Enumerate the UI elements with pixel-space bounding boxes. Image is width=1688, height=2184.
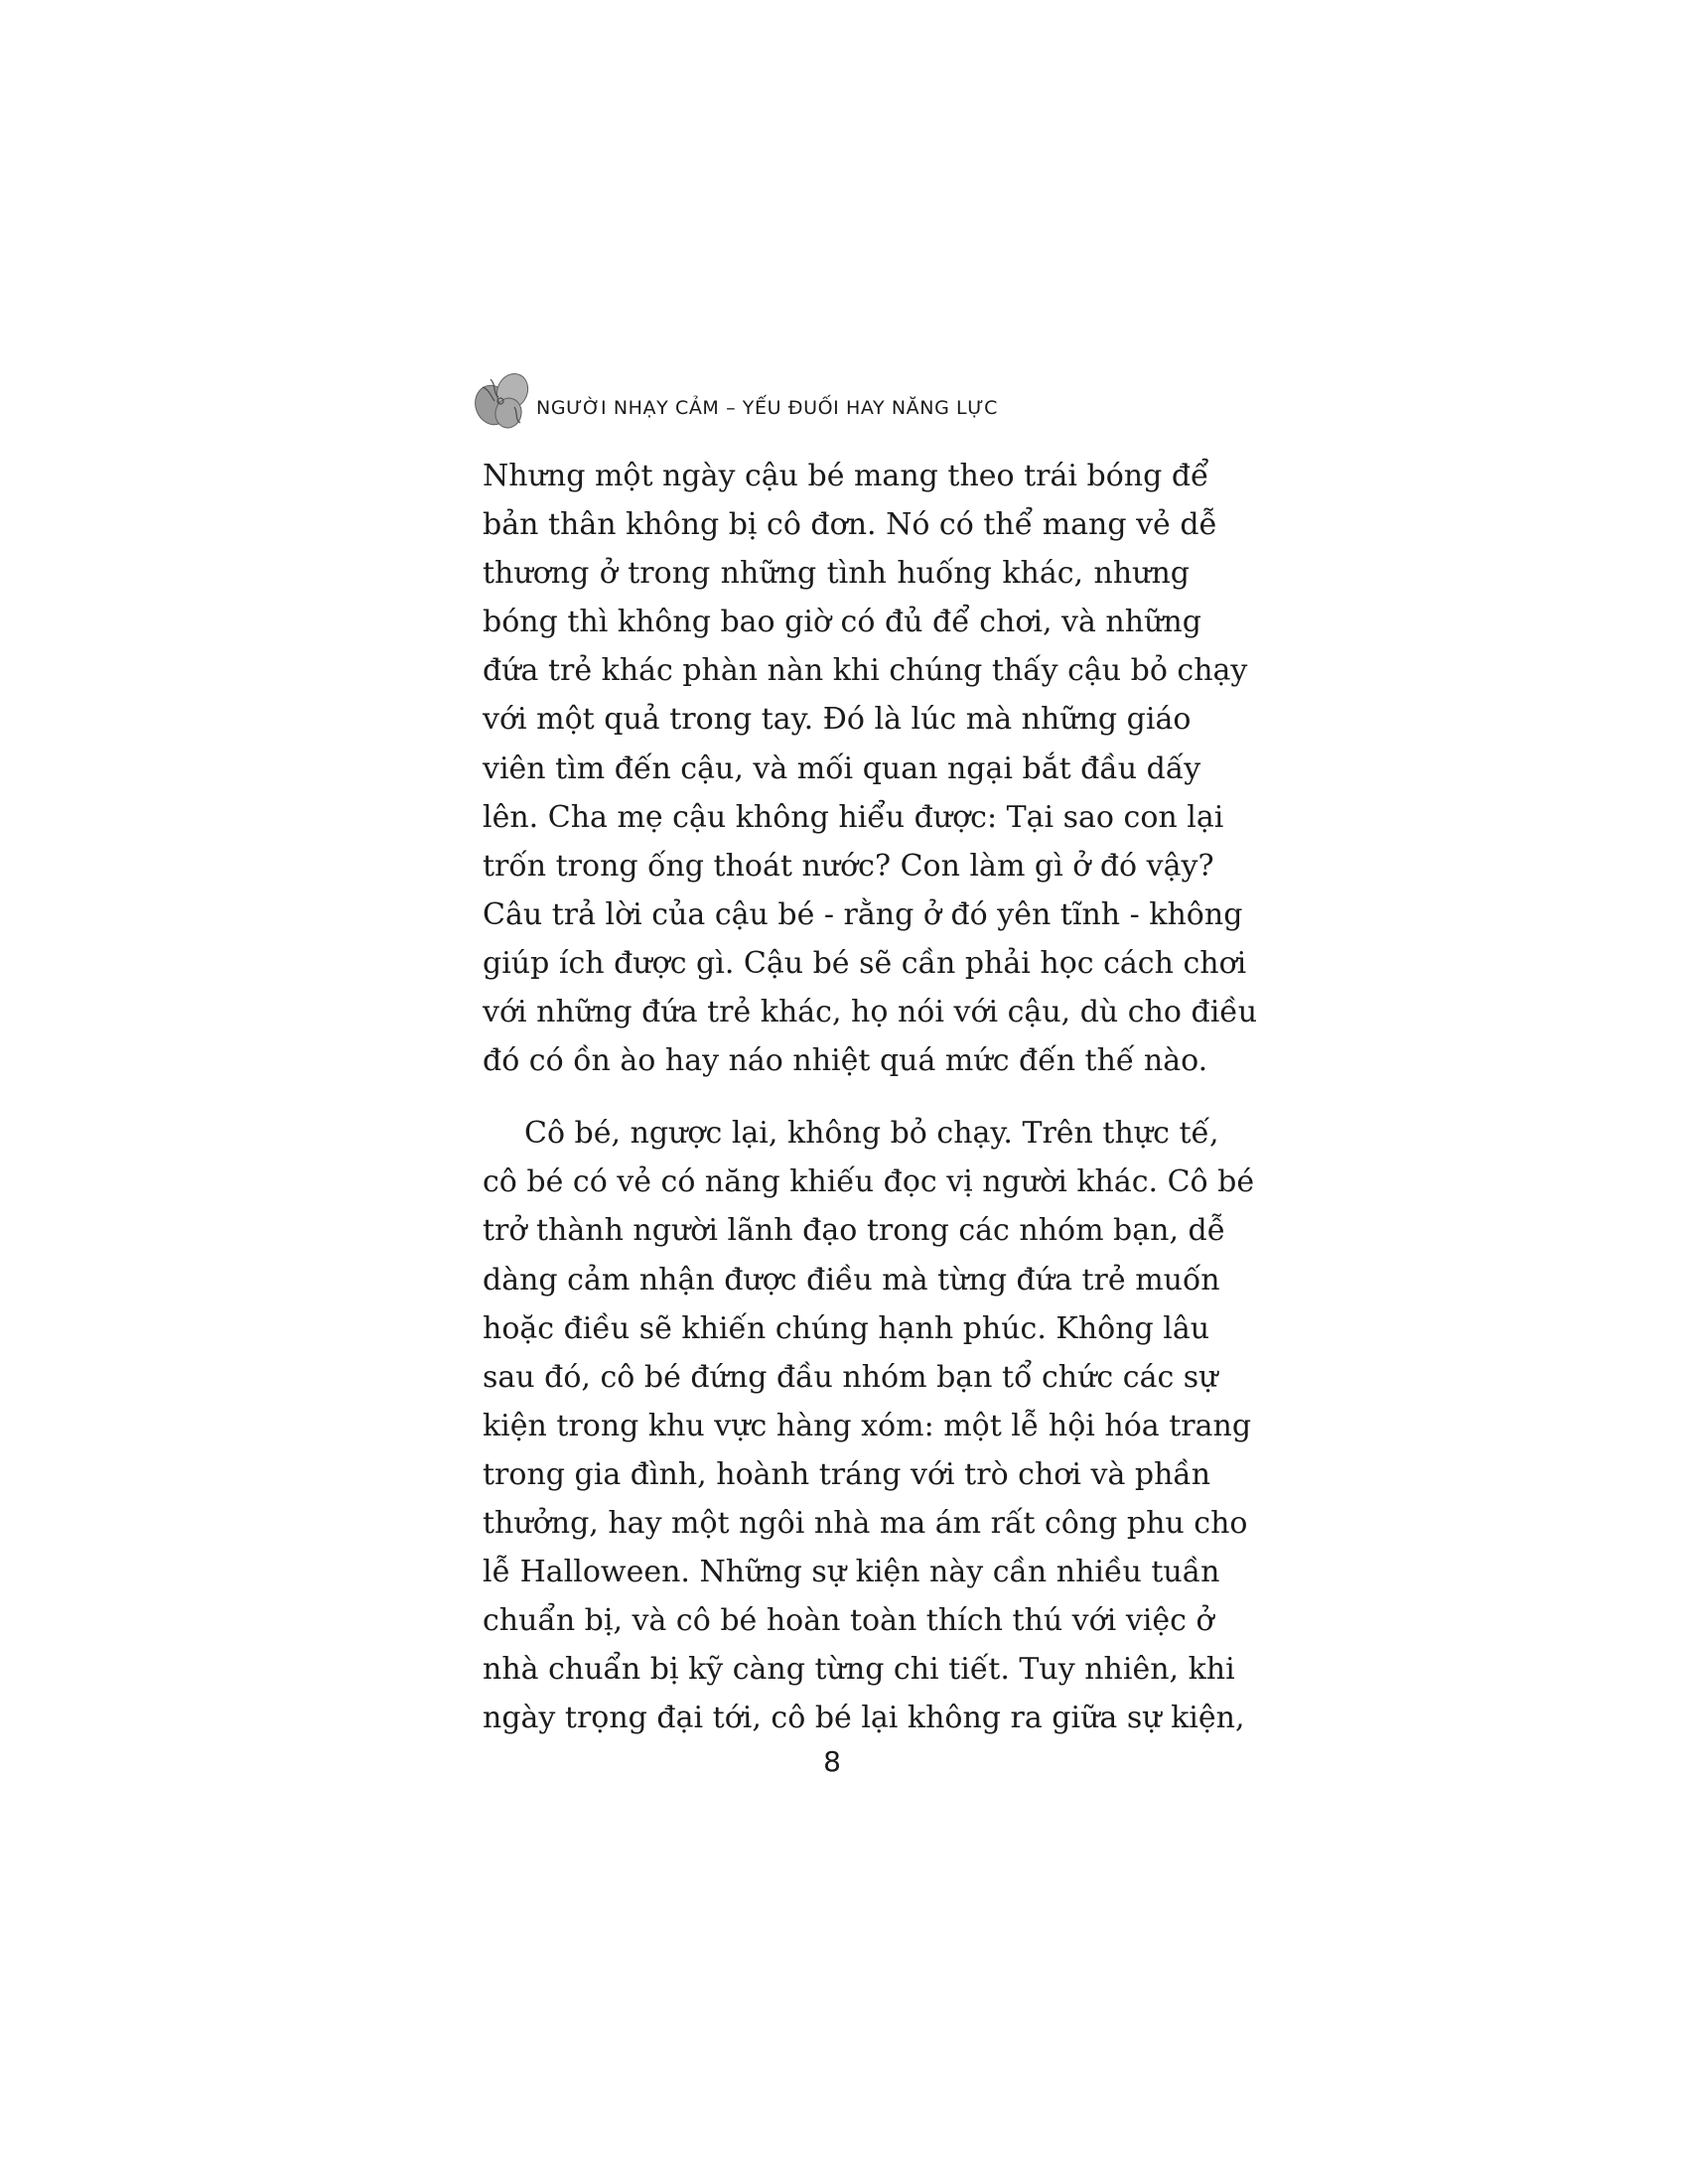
paragraph	[483, 452, 1258, 1085]
text-line: Câu trả lời của cậu bé - rằng ở đó yên tĩnh - không	[483, 896, 1243, 932]
text-line: thưởng, hay một ngôi nhà ma ám rất công phu cho	[483, 1505, 1248, 1541]
body-text	[483, 452, 1258, 1742]
text-line: cô bé có vẻ có năng khiếu đọc vị người khác. Cô bé	[483, 1164, 1255, 1200]
text-line: sau đó, cô bé đứng đầu nhóm bạn tổ chức các sự	[483, 1359, 1218, 1395]
text-line: kiện trong khu vực hàng xóm: một lễ hội hóa trang	[483, 1408, 1252, 1443]
text-line: ngày trọng đại tới, cô bé lại không ra giữa sự kiện,	[483, 1701, 1245, 1736]
text-line: Nhưng một ngày cậu bé mang theo trái bóng để	[483, 459, 1209, 493]
text-line: bóng thì không bao giờ có đủ để chơi, và những	[483, 605, 1201, 640]
text-line: với một quả trong tay. Đó là lúc mà những giáo	[483, 702, 1192, 738]
text-line: lên. Cha mẹ cậu không hiểu được: Tại sao con lại	[483, 799, 1224, 835]
text-line: nhà chuẩn bị kỹ càng từng chi tiết. Tuy nhiên, khi	[483, 1652, 1235, 1688]
page-number: 8	[823, 1745, 841, 1778]
text-line: đứa trẻ khác phàn nàn khi chúng thấy cậu bỏ chạy	[483, 653, 1248, 689]
text-line: trong gia đình, hoành tráng với trò chơi và phần	[483, 1456, 1211, 1492]
text-line: lễ Halloween. Những sự kiện này cần nhiều tuần	[483, 1555, 1220, 1590]
text-line: với những đứa trẻ khác, họ nói với cậu, dù cho điều	[483, 995, 1258, 1030]
text-line: viên tìm đến cậu, và mối quan ngại bắt đầu dấy	[483, 751, 1201, 786]
text-line: dàng cảm nhận được điều mà từng đứa trẻ muốn	[483, 1262, 1220, 1297]
text-line: bản thân không bị cô đơn. Nó có thể mang vẻ dễ	[483, 507, 1217, 543]
text-line: hoặc điều sẽ khiến chúng hạnh phúc. Không lâu	[483, 1310, 1210, 1346]
text-line: Cô bé, ngược lại, không bỏ chạy. Trên thực tế,	[524, 1116, 1219, 1152]
running-header	[471, 367, 1265, 437]
text-line: giúp ích được gì. Cậu bé sẽ cần phải học cách chơi	[483, 945, 1247, 981]
text-line: thương ở trong những tình huống khác, nhưng	[483, 556, 1190, 592]
text-line: đó có ồn ào hay náo nhiệt quá mức đến thế nào.	[483, 1043, 1208, 1079]
text-line: chuẩn bị, và cô bé hoàn toàn thích thú với việc ở	[483, 1603, 1214, 1639]
text-line: trở thành người lãnh đạo trong các nhóm bạn, dễ	[483, 1213, 1226, 1249]
text-line: trốn trong ống thoát nước? Con làm gì ở đó vậy?	[483, 848, 1214, 884]
grey-flower-emblem-icon	[471, 367, 540, 433]
running-header-title: NGƯỜI NHẠY CẢM – YẾU ĐUỐI HAY NĂNG LỰC	[536, 397, 998, 419]
paragraph	[483, 1109, 1255, 1742]
